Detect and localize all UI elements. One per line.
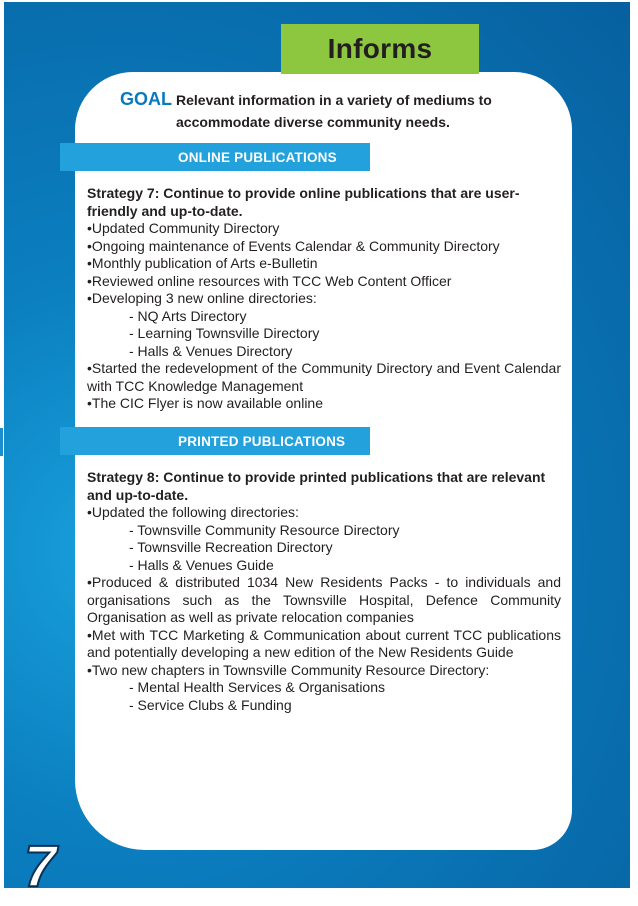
sub-list-item: - Townsville Recreation Directory [129, 539, 333, 555]
page-title: Informs [327, 33, 433, 64]
list-item: •Started the redevelopment of the Community Directory and Event Calendar with TCC Knowledge Management [87, 360, 561, 394]
edge-marker [0, 428, 3, 456]
title-banner [281, 24, 479, 74]
strategy-8: Strategy 8: Continue to provide printed publications that are relevant and up-to-date. [87, 469, 546, 503]
list-item: •Developing 3 new online directories: [87, 290, 317, 306]
sub-list-item: - Service Clubs & Funding [129, 696, 292, 713]
list-item: •Two new chapters in Townsville Community Resource Directory: [87, 661, 490, 678]
printed-publications-block [87, 469, 561, 714]
goal-text-line2: accommodate diverse community needs. [176, 114, 450, 130]
sub-list-item: - Halls & Venues Directory [129, 342, 293, 359]
online-publications-block [87, 185, 561, 413]
sub-list-item: - Learning Townsville Directory [129, 325, 320, 341]
list-item: •Updated Community Directory [87, 220, 280, 236]
list-item: •Monthly publication of Arts e-Bulletin [87, 255, 318, 271]
sub-list-item: - Mental Health Services & Organisations [129, 679, 385, 695]
list-item: •Met with TCC Marketing & Communication about current TCC publications and potentially developing a new edition of the New Residents Guide [87, 626, 561, 660]
strategy-7: Strategy 7: Continue to provide online publications that are user-friendly and up-to-date. [87, 185, 520, 219]
page-number: 7 [24, 834, 57, 899]
goal-label: GOAL [120, 89, 172, 109]
list-item: •Ongoing maintenance of Events Calendar & Community Directory [87, 237, 500, 254]
sub-list-item: - NQ Arts Directory [129, 307, 247, 324]
sub-list-item: - Townsville Community Resource Directory [129, 521, 400, 538]
goal-statement [120, 88, 540, 133]
list-item: •Produced & distributed 1034 New Residents Packs - to individuals and organisations such as the Townsville Hospital, Defence Community Organisation as well as private relocation companies [87, 574, 561, 625]
goal-text-line1: Relevant information in a variety of mediums to [176, 92, 492, 108]
section-heading-online [60, 143, 370, 171]
list-item: •The CIC Flyer is now available online [87, 395, 324, 411]
list-item: •Reviewed online resources with TCC Web Content Officer [87, 272, 452, 289]
section-heading-label: PRINTED PUBLICATIONS [178, 433, 346, 449]
sub-list-item: - Halls & Venues Guide [129, 556, 274, 573]
list-item: •Updated the following directories: [87, 504, 299, 520]
section-heading-label: ONLINE PUBLICATIONS [178, 149, 337, 165]
section-heading-printed [60, 427, 370, 455]
